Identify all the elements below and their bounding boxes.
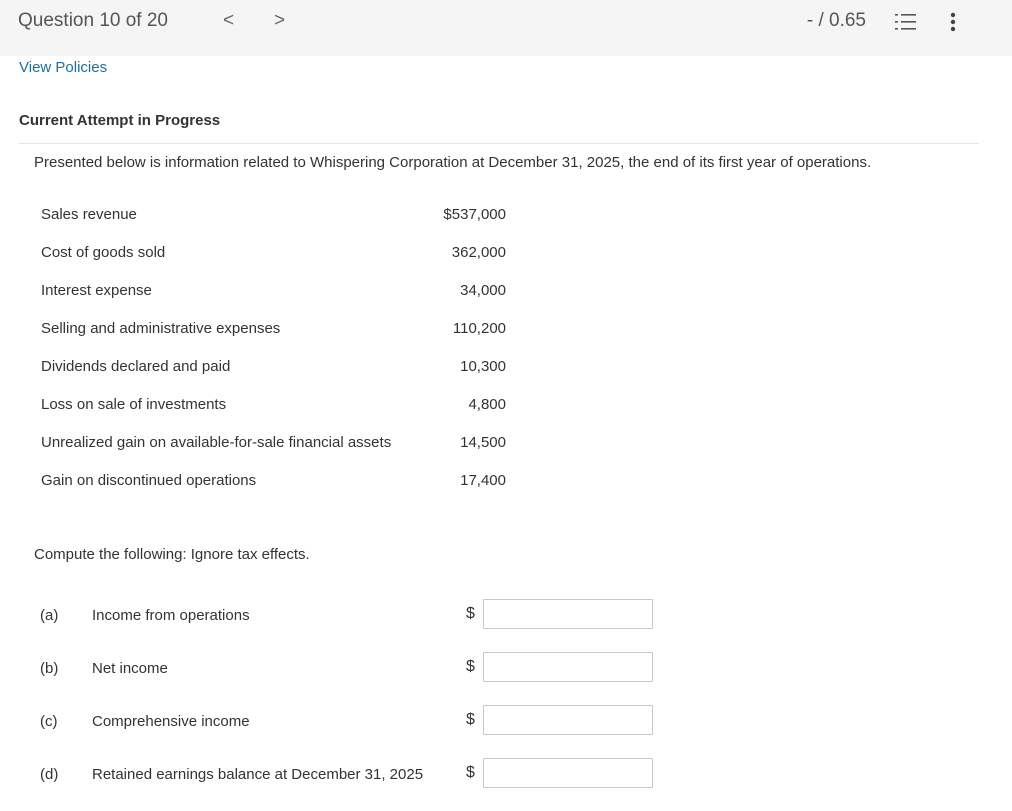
data-value: 4,800 xyxy=(468,396,506,413)
attempt-status: Current Attempt in Progress xyxy=(19,112,221,129)
answer-row-c xyxy=(40,705,660,739)
question-counter: Question 10 of 20 xyxy=(18,10,168,31)
answer-row-b xyxy=(40,652,660,686)
net-income-input[interactable] xyxy=(483,652,653,682)
more-options-icon[interactable] xyxy=(946,11,960,33)
question-score: - / 0.65 xyxy=(806,10,866,31)
data-label: Interest expense xyxy=(41,282,152,299)
income-from-operations-input[interactable] xyxy=(483,599,653,629)
data-row xyxy=(41,206,506,230)
currency-symbol: $ xyxy=(466,605,475,622)
data-value: 34,000 xyxy=(460,282,506,299)
previous-question-button[interactable]: < xyxy=(223,10,235,31)
data-label: Unrealized gain on available-for-sale financial assets xyxy=(41,434,392,451)
data-value: 14,500 xyxy=(460,434,506,451)
data-row xyxy=(41,434,506,458)
data-value: 10,300 xyxy=(460,358,506,375)
currency-symbol: $ xyxy=(466,764,475,781)
currency-symbol: $ xyxy=(466,658,475,675)
data-value: 362,000 xyxy=(451,244,506,261)
data-label: Loss on sale of investments xyxy=(41,396,227,413)
comprehensive-income-input[interactable] xyxy=(483,705,653,735)
retained-earnings-input[interactable] xyxy=(483,758,653,788)
answer-letter: (d) xyxy=(40,766,59,783)
data-row xyxy=(41,358,506,382)
question-header xyxy=(0,0,1012,56)
data-label: Dividends declared and paid xyxy=(41,358,231,375)
answer-letter: (a) xyxy=(40,607,59,624)
view-policies-link[interactable]: View Policies xyxy=(19,59,108,76)
data-value: 17,400 xyxy=(460,472,506,489)
instructions: Compute the following: Ignore tax effects. xyxy=(34,546,310,563)
answer-label: Net income xyxy=(92,660,168,677)
answer-row-d xyxy=(40,758,660,792)
data-value: $537,000 xyxy=(443,206,506,223)
data-row xyxy=(41,396,506,420)
data-row xyxy=(41,320,506,344)
question-list-icon[interactable] xyxy=(895,12,917,32)
answer-label: Comprehensive income xyxy=(92,713,250,730)
data-row xyxy=(41,244,506,268)
problem-intro: Presented below is information related to Whispering Corporation at December 31, 2025, the end of its first year of operations. xyxy=(34,154,872,171)
data-label: Cost of goods sold xyxy=(41,244,166,261)
data-row xyxy=(41,472,506,496)
data-row xyxy=(41,282,506,306)
data-label: Sales revenue xyxy=(41,206,137,223)
data-label: Selling and administrative expenses xyxy=(41,320,281,337)
currency-symbol: $ xyxy=(466,711,475,728)
answer-label: Income from operations xyxy=(92,607,250,624)
answer-label: Retained earnings balance at December 31, 2025 xyxy=(92,766,424,783)
answer-letter: (b) xyxy=(40,660,59,677)
data-value: 110,200 xyxy=(452,320,506,337)
section-divider xyxy=(19,143,979,144)
answer-row-a xyxy=(40,599,660,633)
next-question-button[interactable]: > xyxy=(274,10,286,31)
answer-letter: (c) xyxy=(40,713,58,730)
data-label: Gain on discontinued operations xyxy=(41,472,257,489)
